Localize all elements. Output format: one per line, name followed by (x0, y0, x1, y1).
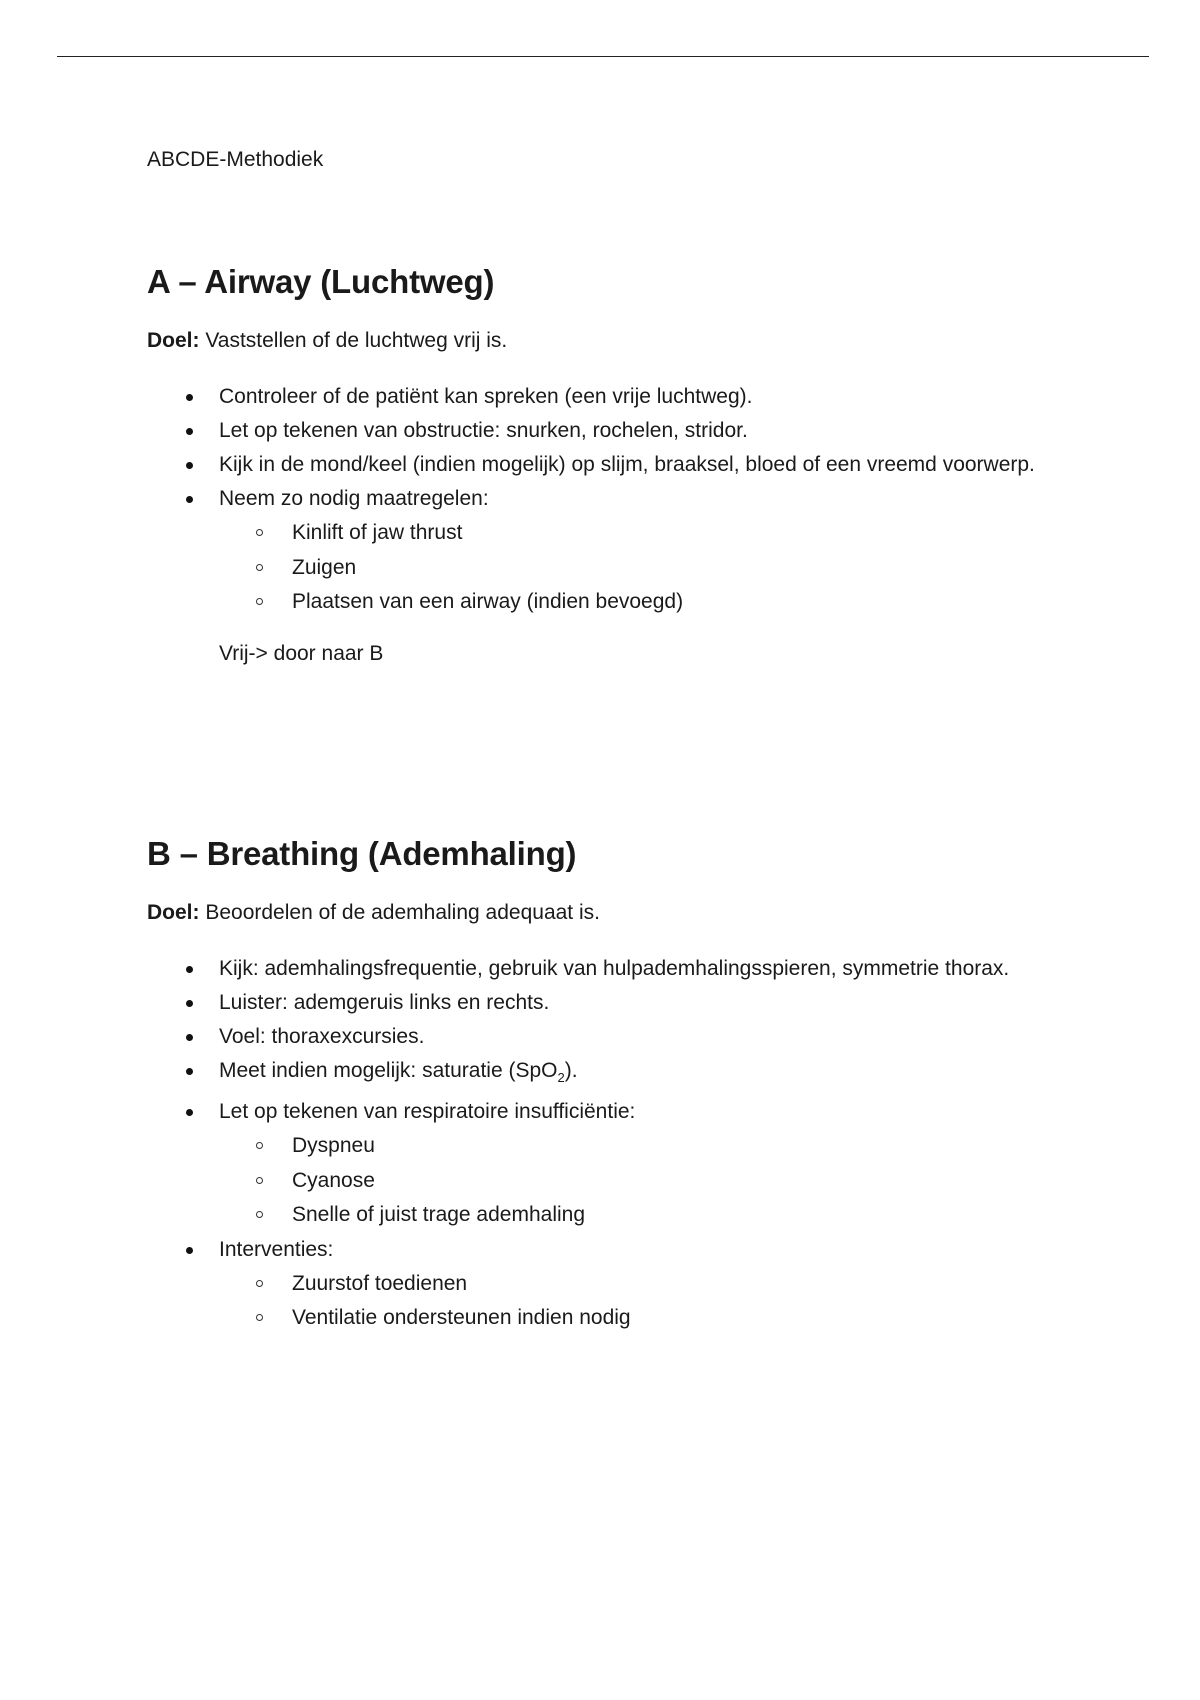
sub-list-item: Zuigen (219, 551, 1067, 586)
document-title: ABCDE-Methodiek (147, 148, 324, 171)
spo2-tail: ). (564, 1059, 578, 1082)
list-item: Kijk: ademhalingsfrequentie, gebruik van hulpademhalingsspieren, symmetrie thorax. (147, 952, 1067, 986)
airway-checklist (147, 380, 1067, 620)
list-item-text: Let op tekenen van respiratoire insufficiëntie: (219, 1100, 636, 1124)
airway-measures-list (219, 516, 1067, 620)
list-item: Controleer of de patiënt kan spreken (een vrije luchtweg). (147, 380, 1067, 414)
section-b-heading: B – Breathing (Ademhaling) (147, 835, 577, 872)
sub-list-item: Ventilatie ondersteunen indien nodig (219, 1301, 1067, 1336)
sub-list-item: Cyanose (219, 1164, 1067, 1199)
sub-list-item: Plaatsen van een airway (indien bevoegd) (219, 585, 1067, 620)
sub-list-item: Dyspneu (219, 1129, 1067, 1164)
section-a-heading: A – Airway (Luchtweg) (147, 263, 495, 300)
list-item: Let op tekenen van obstructie: snurken, rochelen, stridor. (147, 414, 1067, 448)
doel-label: Doel: (147, 901, 200, 924)
doel-text: Beoordelen of de ademhaling adequaat is. (199, 901, 600, 924)
spo2-subscript: 2 (557, 1070, 565, 1086)
airway-note: Vrij-> door naar B (219, 641, 384, 665)
doel-text: Vaststellen of de luchtweg vrij is. (199, 329, 508, 352)
header-rule (57, 56, 1149, 57)
list-item: Voel: thoraxexcursies. (147, 1020, 1067, 1054)
breathing-checklist (147, 952, 1067, 1336)
list-item-text: Interventies: (219, 1237, 334, 1261)
section-b-doel (147, 901, 1067, 925)
section-a-doel (147, 329, 1067, 353)
doel-label: Doel: (147, 329, 200, 352)
list-item (147, 1054, 1067, 1095)
list-item (147, 1233, 1067, 1336)
list-item: Luister: ademgeruis links en rechts. (147, 986, 1067, 1020)
insufficientie-list (219, 1129, 1067, 1233)
section-breathing (147, 835, 1067, 1336)
list-item (147, 1095, 1067, 1233)
spo2-text: Meet indien mogelijk: saturatie (SpO (219, 1059, 558, 1082)
sub-list-item: Snelle of juist trage ademhaling (219, 1198, 1067, 1233)
list-item (147, 482, 1067, 620)
list-item-text: Neem zo nodig maatregelen: (219, 487, 489, 510)
sub-list-item: Zuurstof toedienen (219, 1267, 1067, 1302)
section-airway (147, 263, 1067, 666)
sub-list-item: Kinlift of jaw thrust (219, 516, 1067, 551)
list-item: Kijk in de mond/keel (indien mogelijk) op slijm, braaksel, bloed of een vreemd voorwerp. (147, 448, 1067, 482)
interventies-list (219, 1267, 1067, 1336)
